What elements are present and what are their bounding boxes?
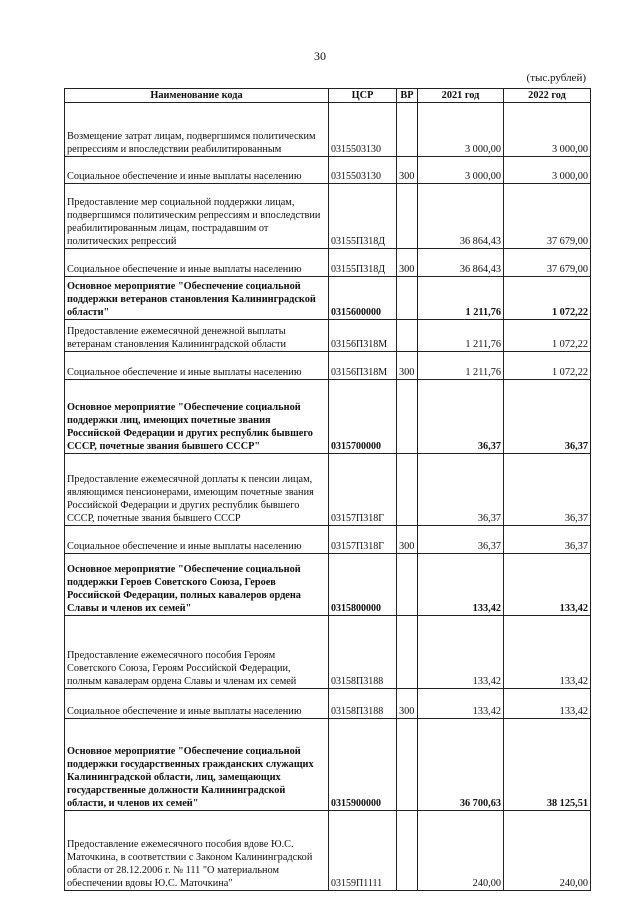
cell-vr: 300	[397, 249, 418, 277]
budget-table	[64, 88, 591, 891]
cell-csr: 03155П318Д	[329, 184, 397, 249]
cell-csr: 0315800000	[329, 554, 397, 616]
cell-2022: 133,42	[504, 689, 591, 719]
cell-name: Социальное обеспечение и иные выплаты населению	[65, 352, 329, 380]
cell-name: Предоставление ежемесячной денежной выплаты ветеранам становления Калининградской области	[65, 320, 329, 352]
header-csr: ЦСР	[329, 89, 397, 103]
cell-vr: 300	[397, 157, 418, 184]
cell-csr: 0315600000	[329, 277, 397, 320]
header-2022: 2022 год	[504, 89, 591, 103]
cell-csr: 03157П318Г	[329, 454, 397, 526]
cell-2021: 36,37	[418, 454, 504, 526]
page-number: 30	[314, 49, 326, 63]
cell-vr	[397, 380, 418, 454]
cell-vr: 300	[397, 689, 418, 719]
cell-csr: 0315900000	[329, 719, 397, 811]
cell-2022: 240,00	[504, 811, 591, 891]
cell-name: Предоставление ежемесячной доплаты к пенсии лицам, являющимся пенсионерами, имеющим почетные звания Российской Федерации и других республик бывшего СССР, почетные звания бывшего СССР	[65, 454, 329, 526]
cell-2021: 1 211,76	[418, 352, 504, 380]
table-row	[65, 554, 591, 616]
cell-name: Основное мероприятие "Обеспечение социальной поддержки ветеранов становления Калининградской области"	[65, 277, 329, 320]
table-header-row	[65, 89, 591, 103]
cell-2021: 36 864,43	[418, 249, 504, 277]
table-row	[65, 352, 591, 380]
table-row	[65, 184, 591, 249]
cell-2022: 133,42	[504, 554, 591, 616]
cell-name: Социальное обеспечение и иные выплаты населению	[65, 157, 329, 184]
cell-2021: 36 700,63	[418, 719, 504, 811]
cell-vr	[397, 103, 418, 157]
header-vr: ВР	[397, 89, 418, 103]
cell-vr: 300	[397, 352, 418, 380]
cell-csr: 0315503130	[329, 103, 397, 157]
cell-2022: 36,37	[504, 454, 591, 526]
table-row	[65, 689, 591, 719]
table-row	[65, 454, 591, 526]
cell-2022: 1 072,22	[504, 277, 591, 320]
cell-vr	[397, 320, 418, 352]
cell-2022: 3 000,00	[504, 157, 591, 184]
cell-2022: 133,42	[504, 616, 591, 689]
cell-2021: 3 000,00	[418, 157, 504, 184]
cell-csr: 0315503130	[329, 157, 397, 184]
cell-vr	[397, 184, 418, 249]
cell-2022: 36,37	[504, 380, 591, 454]
table-row	[65, 249, 591, 277]
cell-name: Социальное обеспечение и иные выплаты населению	[65, 526, 329, 554]
cell-csr: 0315700000	[329, 380, 397, 454]
cell-csr: 03157П318Г	[329, 526, 397, 554]
cell-vr	[397, 616, 418, 689]
cell-name: Социальное обеспечение и иные выплаты населению	[65, 689, 329, 719]
cell-2021: 1 211,76	[418, 277, 504, 320]
cell-csr: 03159П1111	[329, 811, 397, 891]
header-name: Наименование кода	[65, 89, 329, 103]
cell-csr: 03155П318Д	[329, 249, 397, 277]
cell-2021: 36,37	[418, 526, 504, 554]
cell-vr	[397, 454, 418, 526]
table-row	[65, 719, 591, 811]
units-label: (тыс.рублей)	[526, 72, 586, 84]
cell-name: Предоставление ежемесячного пособия Героям Советского Союза, Героям Российской Федерации, полным кавалерам ордена Славы и членам их семей	[65, 616, 329, 689]
cell-vr	[397, 811, 418, 891]
cell-2021: 1 211,76	[418, 320, 504, 352]
cell-2022: 37 679,00	[504, 249, 591, 277]
table-row	[65, 103, 591, 157]
cell-2021: 36,37	[418, 380, 504, 454]
cell-name: Предоставление ежемесячного пособия вдове Ю.С. Маточкина, в соответствии с Законом Калининградской области от 28.12.2006 г. № 111 "О материальном обеспечении вдовы Ю.С. Маточкина"	[65, 811, 329, 891]
table-row	[65, 811, 591, 891]
cell-name: Основное мероприятие "Обеспечение социальной поддержки государственных гражданских служащих Калининградской области, лиц, замещающих государственные должности Калининградской области, и членов их семей"	[65, 719, 329, 811]
cell-2021: 3 000,00	[418, 103, 504, 157]
cell-2022: 3 000,00	[504, 103, 591, 157]
cell-2022: 36,37	[504, 526, 591, 554]
cell-2021: 133,42	[418, 554, 504, 616]
cell-vr	[397, 554, 418, 616]
table-row	[65, 157, 591, 184]
table-row	[65, 277, 591, 320]
cell-csr: 03158П3188	[329, 689, 397, 719]
cell-2021: 133,42	[418, 689, 504, 719]
cell-vr	[397, 277, 418, 320]
cell-2022: 38 125,51	[504, 719, 591, 811]
table-row	[65, 380, 591, 454]
cell-name: Социальное обеспечение и иные выплаты населению	[65, 249, 329, 277]
table-row	[65, 320, 591, 352]
cell-name: Основное мероприятие "Обеспечение социальной поддержки Героев Советского Союза, Героев Российской Федерации, полных кавалеров ордена Славы и членов их семей"	[65, 554, 329, 616]
table-row	[65, 616, 591, 689]
cell-2022: 1 072,22	[504, 352, 591, 380]
cell-2021: 36 864,43	[418, 184, 504, 249]
cell-2022: 1 072,22	[504, 320, 591, 352]
cell-vr: 300	[397, 526, 418, 554]
cell-csr: 03156П318М	[329, 320, 397, 352]
cell-name: Возмещение затрат лицам, подвергшимся политическим репрессиям и впоследствии реабилитированным	[65, 103, 329, 157]
cell-2021: 240,00	[418, 811, 504, 891]
cell-name: Предоставление мер социальной поддержки лицам, подвергшимся политическим репрессиям и впоследствии реабилитированным лицам, пострадавшим от политических репрессий	[65, 184, 329, 249]
cell-csr: 03156П318М	[329, 352, 397, 380]
table-row	[65, 526, 591, 554]
cell-name: Основное мероприятие "Обеспечение социальной поддержки лиц, имеющих почетные звания Российской Федерации и других республик бывшего СССР, почетные звания бывшего СССР"	[65, 380, 329, 454]
header-2021: 2021 год	[418, 89, 504, 103]
cell-vr	[397, 719, 418, 811]
cell-2022: 37 679,00	[504, 184, 591, 249]
cell-2021: 133,42	[418, 616, 504, 689]
cell-csr: 03158П3188	[329, 616, 397, 689]
